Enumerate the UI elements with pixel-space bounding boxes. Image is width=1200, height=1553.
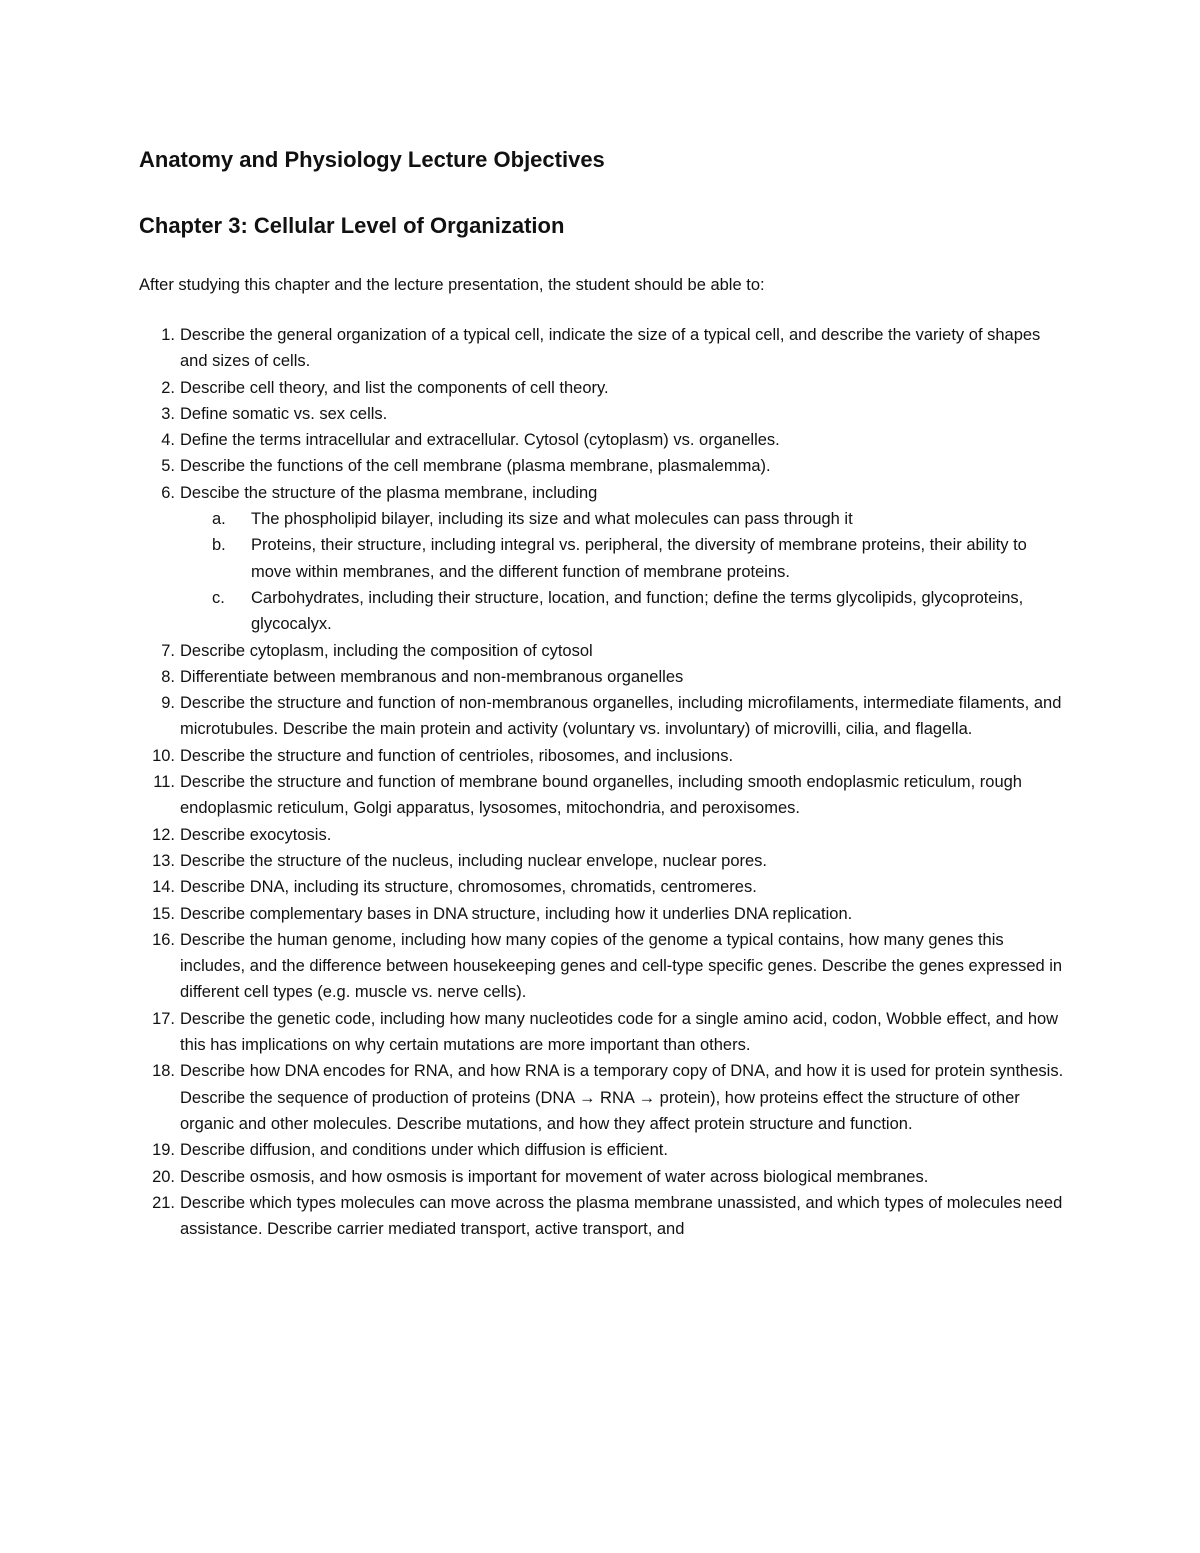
objective-number: 4. — [161, 431, 175, 450]
objective-item — [139, 848, 1069, 874]
objective-number: 18. — [152, 1062, 175, 1081]
objective-text: Descibe the structure of the plasma membrane, including — [180, 483, 598, 502]
objective-item — [139, 401, 1069, 427]
objective-subitem — [180, 506, 1069, 532]
objective-number: 9. — [161, 694, 175, 713]
objective-number: 12. — [152, 825, 175, 844]
objective-number: 20. — [152, 1167, 175, 1186]
subitem-text: Proteins, their structure, including integral vs. peripheral, the diversity of membrane proteins, their ability to move within membranes, and the different function of membrane proteins. — [251, 536, 1027, 581]
objective-text: Differentiate between membranous and non-membranous organelles — [180, 667, 684, 686]
objective-item — [139, 1164, 1069, 1190]
objective-text: Describe the structure and function of non-membranous organelles, including microfilaments, intermediate filaments, and microtubules. Describe the main protein and activity (voluntary vs. involuntary) of microvilli, cilia, and flagella. — [180, 694, 1062, 739]
objective-text: Describe how DNA encodes for RNA, and how RNA is a temporary copy of DNA, and how it is used for protein synthesis. Describe the sequence of production of proteins (DNA → RNA → protein), how proteins effect the structure of other organic and other molecules. Describe mutations, and how they affect protein structure and function. — [180, 1062, 1064, 1133]
objective-number: 3. — [161, 404, 175, 423]
objective-text: Describe the structure and function of centrioles, ribosomes, and inclusions. — [180, 746, 734, 765]
chapter-title: Chapter 3: Cellular Level of Organization — [139, 213, 565, 238]
objective-item — [139, 1190, 1069, 1243]
objective-number: 19. — [152, 1141, 175, 1160]
objective-item — [139, 1137, 1069, 1163]
objective-text: Describe exocytosis. — [180, 825, 332, 844]
objective-subitem — [180, 532, 1069, 585]
objective-number: 2. — [161, 378, 175, 397]
objective-item — [139, 664, 1069, 690]
intro-text: After studying this chapter and the lecture presentation, the student should be able to: — [139, 276, 765, 294]
objective-item — [139, 769, 1069, 822]
objective-text: Define somatic vs. sex cells. — [180, 404, 388, 423]
objective-item — [139, 453, 1069, 479]
objective-number: 1. — [161, 326, 175, 344]
objective-item — [139, 375, 1069, 401]
objective-item — [139, 1006, 1069, 1059]
objective-item — [139, 901, 1069, 927]
objective-number: 13. — [152, 851, 175, 870]
objective-text: Describe cytoplasm, including the composition of cytosol — [180, 641, 593, 660]
objective-text: Describe the functions of the cell membrane (plasma membrane, plasmalemma). — [180, 457, 771, 476]
objective-text: Describe complementary bases in DNA structure, including how it underlies DNA replication. — [180, 904, 853, 923]
objective-text: Describe the general organization of a typical cell, indicate the size of a typical cell, and describe the variety of shapes and sizes of cells. — [180, 326, 1041, 371]
objective-number: 10. — [152, 746, 175, 765]
objective-item — [139, 322, 1069, 375]
objective-number: 8. — [161, 667, 175, 686]
objective-text: Describe diffusion, and conditions under which diffusion is efficient. — [180, 1141, 668, 1160]
objective-item — [139, 1058, 1069, 1137]
objective-number: 6. — [161, 483, 175, 502]
objective-item — [139, 638, 1069, 664]
subitem-letter: b. — [212, 536, 226, 555]
objective-text: Describe the structure of the nucleus, including nuclear envelope, nuclear pores. — [180, 851, 768, 870]
objective-text: Describe DNA, including its structure, chromosomes, chromatids, centromeres. — [180, 878, 757, 897]
objective-item — [139, 927, 1069, 1006]
document-title: Anatomy and Physiology Lecture Objectives — [139, 147, 605, 172]
objective-item — [139, 822, 1069, 848]
objective-text: Define the terms intracellular and extracellular. Cytosol (cytoplasm) vs. organelles. — [180, 431, 780, 450]
objective-number: 11. — [153, 773, 175, 792]
objective-item — [139, 874, 1069, 900]
objectives-list — [139, 322, 1069, 1242]
objective-text: Describe the genetic code, including how many nucleotides code for a single amino acid, codon, Wobble effect, and how this has implications on why certain mutations are more important than others. — [180, 1009, 1059, 1055]
objective-number: 5. — [161, 457, 175, 476]
objective-text: Describe the structure and function of membrane bound organelles, including smooth endoplasmic reticulum, rough endoplasmic reticulum, Golgi apparatus, lysosomes, mitochondria, and peroxisomes. — [180, 773, 1022, 818]
objective-number: 16. — [152, 930, 175, 949]
objective-text: Describe which types molecules can move across the plasma membrane unassisted, and which types of molecules need assistance. Describe carrier mediated transport, active transport, and — [180, 1193, 1063, 1239]
objective-number: 14. — [152, 878, 175, 897]
objective-number: 17. — [152, 1009, 175, 1028]
objective-text: Describe osmosis, and how osmosis is important for movement of water across biological membranes. — [180, 1167, 929, 1186]
objective-subitems — [180, 506, 1069, 637]
objective-text: Describe the human genome, including how many copies of the genome a typical contains, how many genes this includes, and the difference between housekeeping genes and cell-type specific genes. Describe the genes expressed in different cell types (e.g. muscle vs. nerve cells). — [180, 930, 1063, 1002]
objective-item — [139, 743, 1069, 769]
objective-text: Describe cell theory, and list the components of cell theory. — [180, 378, 609, 397]
objective-item — [139, 427, 1069, 453]
subitem-text: Carbohydrates, including their structure, location, and function; define the terms glycolipids, glycoproteins, glycocalyx. — [251, 588, 1024, 634]
objective-number: 7. — [161, 641, 175, 660]
subitem-text: The phospholipid bilayer, including its size and what molecules can pass through it — [251, 510, 853, 529]
subitem-letter: c. — [212, 588, 225, 607]
objective-number: 15. — [152, 904, 175, 923]
objective-item — [139, 690, 1069, 743]
objective-number: 21. — [152, 1193, 175, 1212]
subitem-letter: a. — [212, 510, 226, 529]
objective-subitem — [180, 585, 1069, 638]
objective-item — [139, 480, 1069, 638]
